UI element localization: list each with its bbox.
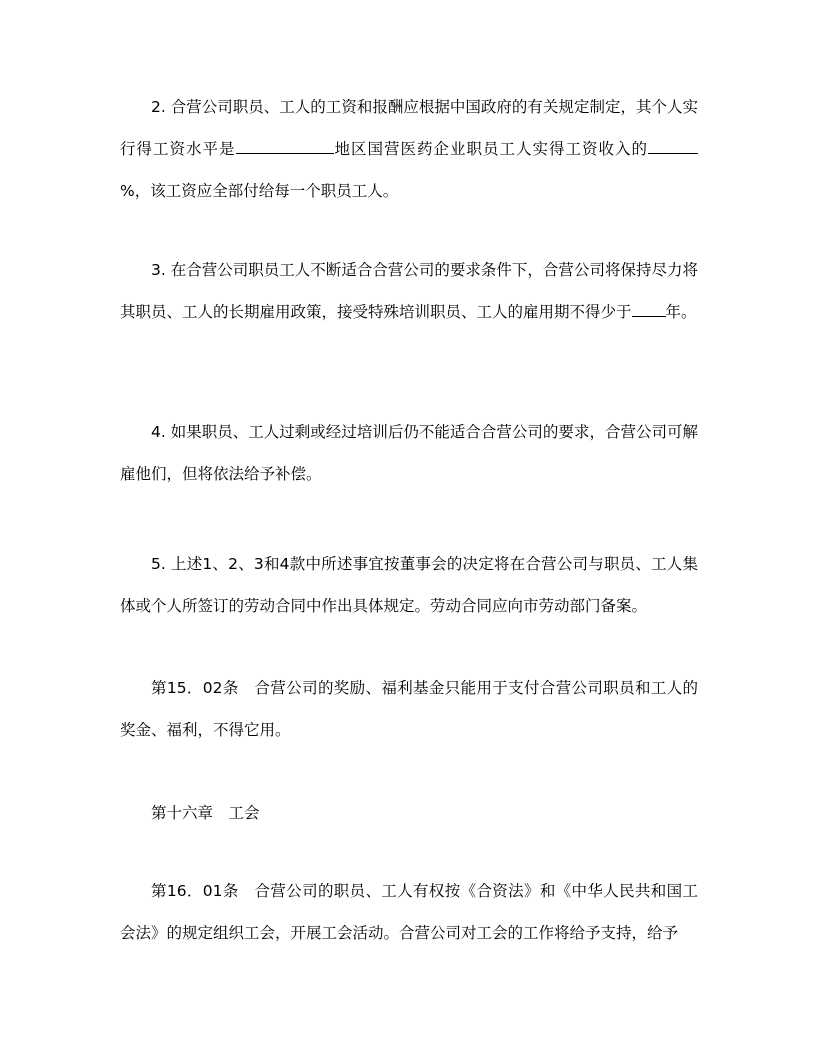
paragraph-article-15-02: 第15．02条 合营公司的奖励、福利基金只能用于支付合营公司职员和工人的奖金、福利，不得它用。 [120, 679, 698, 739]
paragraph-dismissal: 4. 如果职员、工人过剩或经过培训后仍不能适合合营公司的要求，合营公司可解雇他们，但将依法给予补偿。 [120, 423, 698, 483]
paragraph-wages-text-2: 地区国营医药企业职员工人实得工资收入的 [333, 140, 648, 158]
paragraph-employment-text-2: 年。 [665, 303, 697, 321]
paragraph-employment [120, 249, 698, 333]
paragraph-article-16-01: 第16．01条 合营公司的职员、工人有权按《合资法》和《中华人民共和国工会法》的规定组织工会，开展工会活动。合营公司对工会的工作将给予支持，给予 [120, 882, 698, 942]
paragraph-employment-text-1: 3. 在合营公司职员工人不断适合合营公司的要求条件下，合营公司将保持尽力将其职员、工人的长期雇用政策，接受特殊培训职员、工人的雇用期不得少于 [120, 261, 698, 321]
blank-percentage-field [648, 137, 698, 154]
paragraph-wages-text-1: 2. 合营公司职员、工人的工资和报酬应根据中国政府的有关规定制定，其个人实行得工资水平是 [120, 98, 698, 158]
paragraph-wages [120, 86, 698, 212]
chapter-heading-union: 第十六章 工会 [151, 804, 260, 822]
paragraph-wages-text-3: %，该工资应全部付给每一个职员工人。 [120, 182, 399, 200]
paragraph-labor-contract: 5. 上述1、2、3和4款中所述事宜按董事会的决定将在合营公司与职员、工人集体或个人所签订的劳动合同中作出具体规定。劳动合同应向市劳动部门备案。 [120, 555, 698, 615]
blank-years-field [632, 300, 666, 317]
blank-region-field [236, 137, 334, 154]
